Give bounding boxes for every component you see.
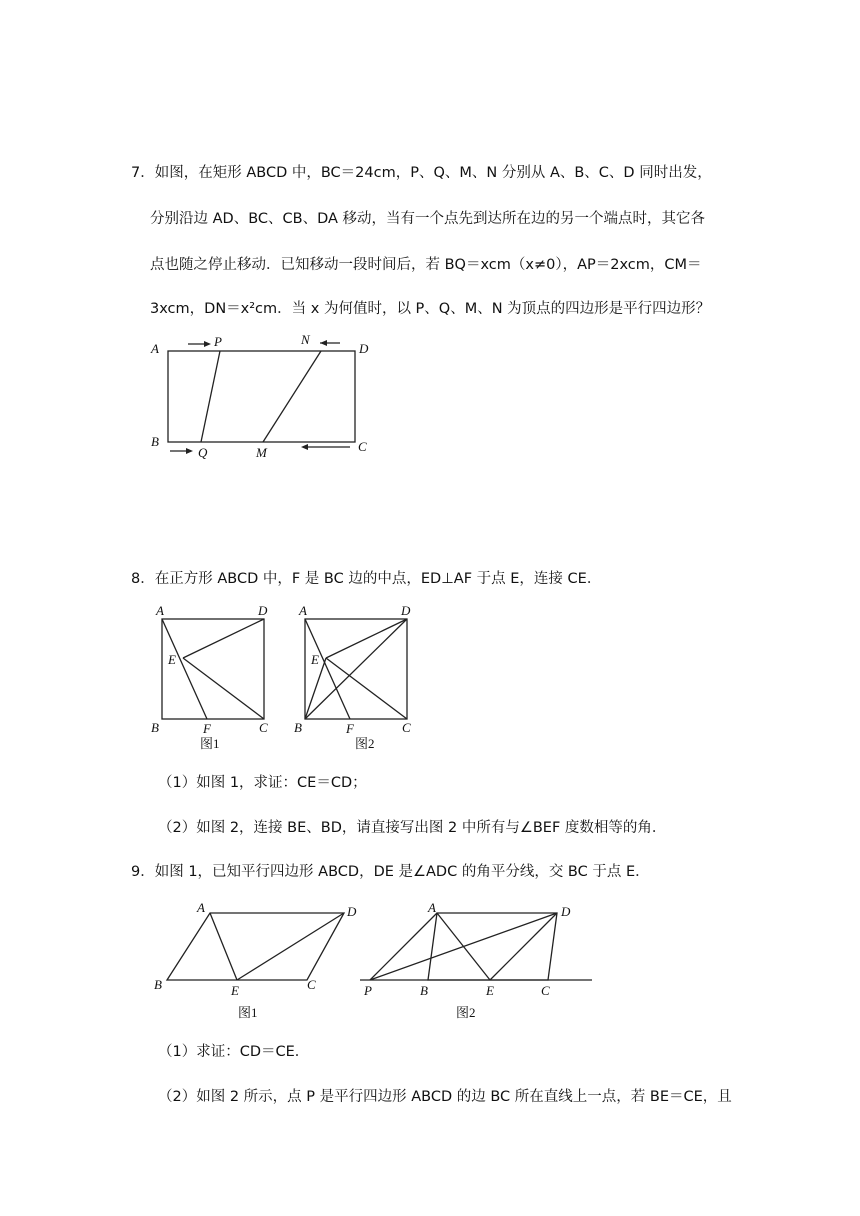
q9-f1-label-A: A — [197, 900, 205, 915]
q9-f2-label-A: A — [428, 900, 436, 915]
q8-f1-label-E: E — [168, 652, 176, 667]
q9-f1-label-C: C — [307, 977, 316, 992]
q9-part2: （2）如图 2 所示，点 P 是平行四边形 ABCD 的边 BC 所在直线上一点，若 BE＝CE，且 — [158, 1089, 732, 1105]
q8-fig2-caption: 图2 — [355, 736, 375, 751]
q8-f2-label-A: A — [299, 603, 307, 618]
q7-line-3: 点也随之停止移动．已知移动一段时间后，若 BQ＝xcm（x≠0），AP＝2xcm，CM＝ — [150, 257, 702, 273]
q9-stem: 9．如图 1，已知平行四边形 ABCD，DE 是∠ADC 的角平分线，交 BC 于点 E． — [131, 864, 650, 880]
q9-fig2-caption: 图2 — [456, 1005, 476, 1020]
q8-stem: 8．在正方形 ABCD 中，F 是 BC 边的中点，ED⊥AF 于点 E，连接 CE． — [131, 571, 602, 587]
q9-f2-label-P: P — [364, 983, 372, 998]
q8-fig1-caption: 图1 — [200, 736, 220, 751]
q7-label-P: P — [214, 334, 222, 349]
q7-label-N: N — [301, 332, 310, 347]
q8-f2-label-D: D — [401, 603, 411, 618]
q7-label-A: A — [151, 341, 159, 356]
q8-f1-label-A: A — [156, 603, 164, 618]
q7-line-1: 7．如图，在矩形 ABCD 中，BC＝24cm，P、Q、M、N 分别从 A、B、C、D 同时出发， — [131, 165, 712, 181]
q7-label-D: D — [359, 341, 369, 356]
q8-f1-label-F: F — [203, 721, 211, 736]
q8-f1-label-D: D — [258, 603, 268, 618]
q9-fig1-caption: 图1 — [238, 1005, 258, 1020]
q9-f2-label-B: B — [420, 983, 428, 998]
q7-label-C: C — [358, 439, 367, 454]
q8-f2-label-B: B — [294, 720, 302, 735]
q9-f1-label-E: E — [231, 983, 239, 998]
q9-f2-label-D: D — [561, 904, 571, 919]
q9-f1-label-D: D — [347, 904, 357, 919]
q7-label-Q: Q — [198, 445, 208, 460]
q8-f1-label-C: C — [259, 720, 268, 735]
q8-part1: （1）如图 1，求证：CE＝CD； — [158, 775, 367, 791]
q8-f2-label-C: C — [402, 720, 411, 735]
q7-line-2: 分别沿边 AD、BC、CB、DA 移动，当有一个点先到达所在边的另一个端点时，其它各 — [150, 211, 706, 227]
q7-label-B: B — [151, 434, 159, 449]
q9-f2-label-E: E — [486, 983, 494, 998]
q8-f1-label-B: B — [151, 720, 159, 735]
q7-label-M: M — [256, 445, 267, 460]
q9-part1: （1）求证：CD＝CE． — [158, 1044, 310, 1060]
q9-f2-label-C: C — [541, 983, 550, 998]
q8-part2: （2）如图 2，连接 BE、BD，请直接写出图 2 中所有与∠BEF 度数相等的角． — [158, 820, 667, 836]
q8-f2-label-E: E — [311, 652, 319, 667]
q9-f1-label-B: B — [154, 977, 162, 992]
q8-f2-label-F: F — [346, 721, 354, 736]
q7-line-4: 3xcm，DN＝x²cm．当 x 为何值时，以 P、Q、M、N 为顶点的四边形是平行四边形？ — [150, 301, 711, 317]
